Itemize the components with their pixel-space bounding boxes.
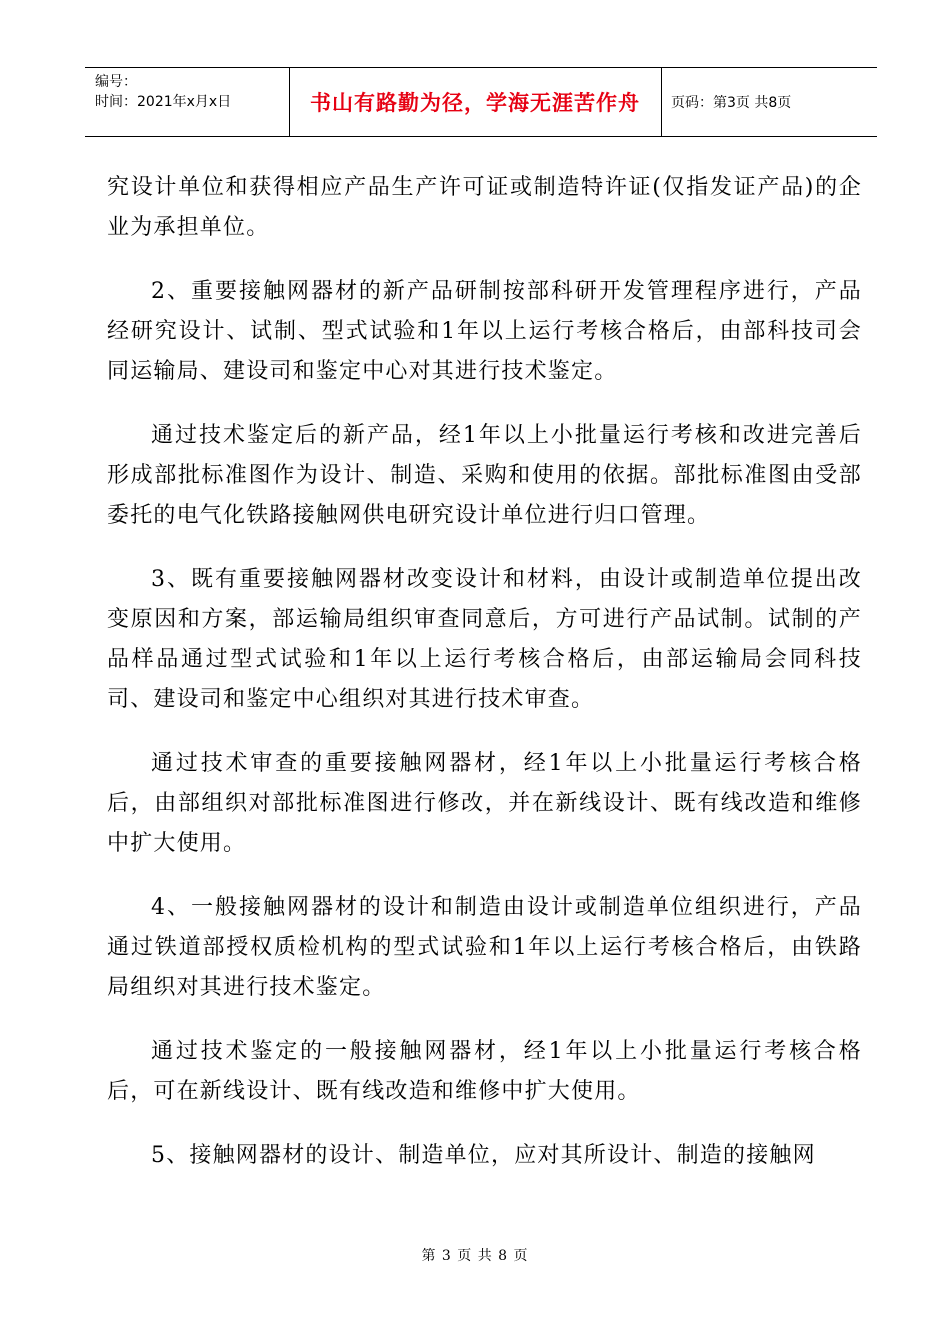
body-paragraph: 究设计单位和获得相应产品生产许可证或制造特许证(仅指发证产品)的企业为承担单位。 xyxy=(107,175,862,240)
body-paragraph: 3、既有重要接触网器材改变设计和材料，由设计或制造单位提出改变原因和方案，部运输局组织审查同意后，方可进行产品试制。试制的产品样品通过型式试验和1年以上运行考核合格后，由部运输局会同科技司、建设司和鉴定中心组织对其进行技术审查。 xyxy=(107,567,862,712)
body-paragraph: 通过技术审查的重要接触网器材，经1年以上小批量运行考核合格后，由部组织对部批标准图进行修改，并在新线设计、既有线改造和维修中扩大使用。 xyxy=(107,751,862,856)
document-body xyxy=(107,168,862,1200)
page-footer: 第 3 页 共 8 页 xyxy=(421,1248,529,1264)
body-paragraph: 4、一般接触网器材的设计和制造由设计或制造单位组织进行，产品通过铁道部授权质检机构的型式试验和1年以上运行考核合格后，由铁路局组织对其进行技术鉴定。 xyxy=(107,895,862,1000)
document-number-label: 编号： xyxy=(95,74,137,90)
header-divider-right xyxy=(661,68,662,136)
body-paragraph: 通过技术鉴定后的新产品，经1年以上小批量运行考核和改进完善后形成部批标准图作为设计、制造、采购和使用的依据。部批标准图由受部委托的电气化铁路接触网供电研究设计单位进行归口管理。 xyxy=(107,423,862,528)
body-paragraph: 2、重要接触网器材的新产品研制按部科研开发管理程序进行，产品经研究设计、试制、型式试验和1年以上运行考核合格后，由部科技司会同运输局、建设司和鉴定中心对其进行技术鉴定。 xyxy=(107,279,862,384)
header-meta xyxy=(95,72,285,112)
page-header xyxy=(85,67,877,137)
body-paragraph: 5、接触网器材的设计、制造单位，应对其所设计、制造的接触网 xyxy=(151,1143,816,1168)
body-paragraph: 通过技术鉴定的一般接触网器材，经1年以上小批量运行考核合格后，可在新线设计、既有线改造和维修中扩大使用。 xyxy=(107,1039,862,1104)
document-time-label: 时间：2021年x月x日 xyxy=(95,94,232,110)
header-motto: 书山有路勤为径，学海无涯苦作舟 xyxy=(310,91,640,115)
header-page-number: 页码：第3页 共8页 xyxy=(671,95,792,111)
